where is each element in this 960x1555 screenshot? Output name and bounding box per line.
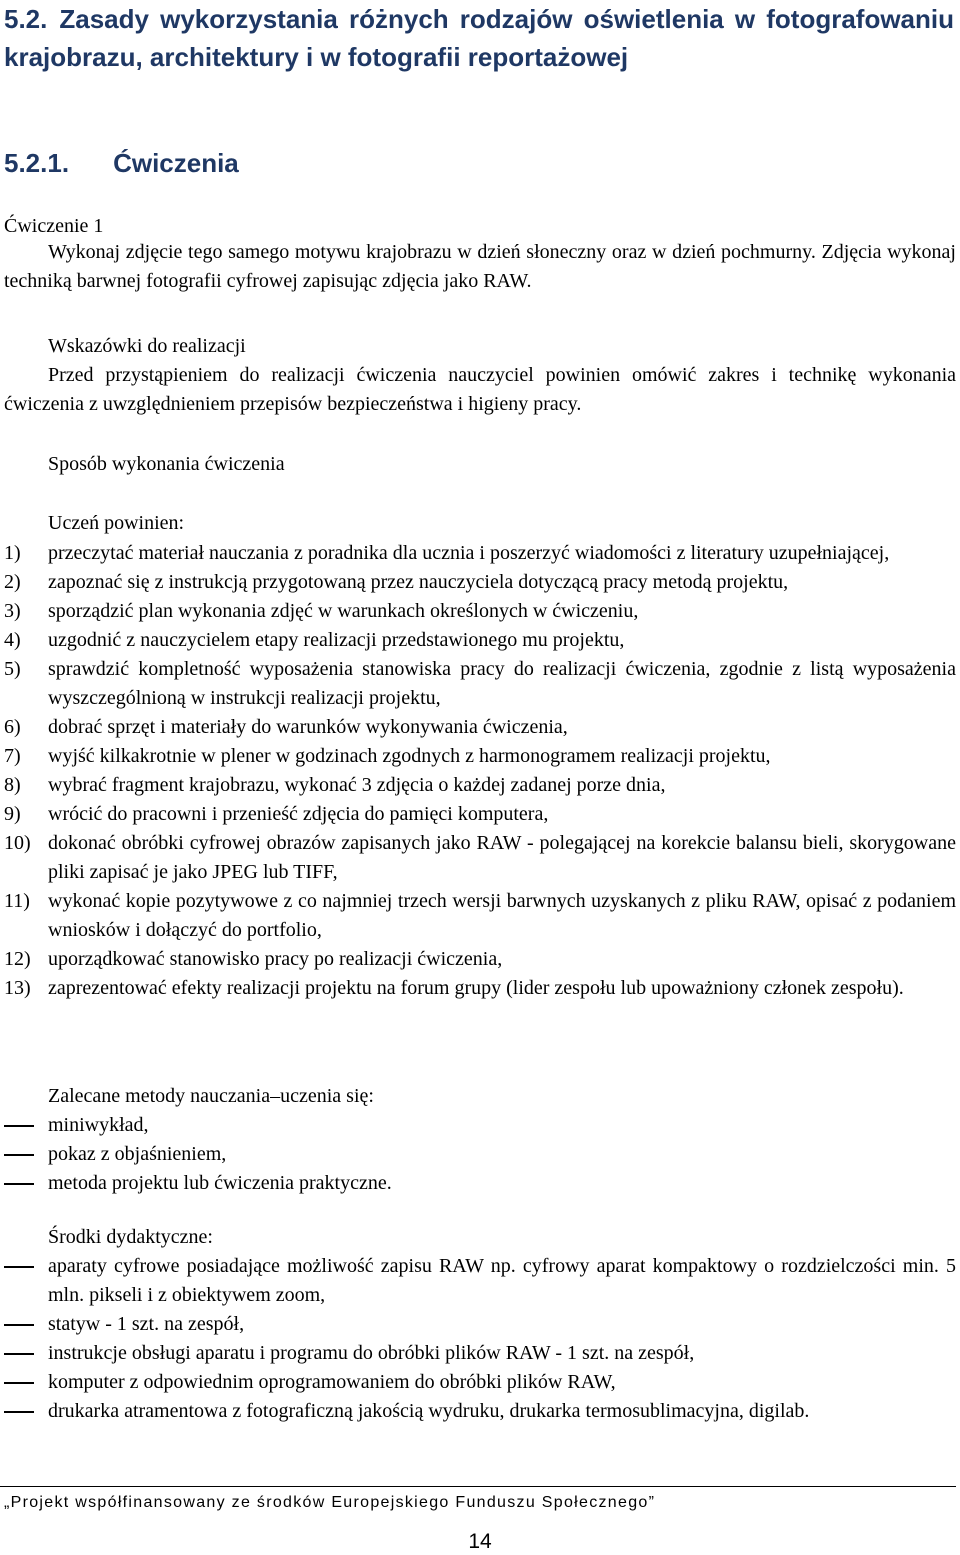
step-number: 13) bbox=[4, 977, 31, 999]
item-text: statyw - 1 szt. na zespół, bbox=[48, 1313, 245, 1335]
page-number: 14 bbox=[468, 1530, 492, 1553]
list-item bbox=[0, 1368, 956, 1397]
dash-bullet bbox=[4, 1382, 34, 1384]
dash-bullet bbox=[4, 1125, 34, 1127]
item-text: miniwykład, bbox=[48, 1114, 149, 1136]
step-text: wyjść kilkakrotnie w plener w godzinach zgodnych z harmonogramem realizacji projektu, bbox=[48, 745, 771, 767]
srodki-list bbox=[0, 1252, 956, 1426]
dash-bullet bbox=[4, 1266, 34, 1268]
step-text: sprawdzić kompletność wyposażenia stanowiska pracy do realizacji ćwiczenia, zgodnie z listą wyposażenia wyszczególnioną w instrukcji realizacji projektu, bbox=[48, 658, 956, 709]
step-text: dokonać obróbki cyfrowej obrazów zapisanych jako RAW - polegającej na korekcie balansu bieli, skorygowane pliki zapisać je jako JPEG lub TIFF, bbox=[48, 832, 956, 883]
wskazowki-text-content: Przed przystąpieniem do realizacji ćwiczenia nauczyciel powinien omówić zakres i technikę wykonania ćwiczenia z uwzględnieniem przepisów bezpieczeństwa i higieny pracy. bbox=[4, 364, 956, 415]
step-text: wrócić do pracowni i przenieść zdjęcia do pamięci komputera, bbox=[48, 803, 549, 825]
dash-bullet bbox=[4, 1154, 34, 1156]
list-item bbox=[0, 974, 956, 1003]
list-item bbox=[0, 887, 956, 945]
item-text: instrukcje obsługi aparatu i programu do obróbki plików RAW - 1 szt. na zespół, bbox=[48, 1342, 695, 1364]
srodki-label: Środki dydaktyczne: bbox=[48, 1226, 213, 1248]
list-item bbox=[0, 568, 956, 597]
step-text: zaprezentować efekty realizacji projektu na forum grupy (lider zespołu lub upoważniony członek zespołu). bbox=[48, 977, 904, 999]
list-item bbox=[0, 800, 956, 829]
dash-bullet bbox=[4, 1183, 34, 1185]
subsection-number: 5.2.1. bbox=[4, 148, 70, 178]
step-text: zapoznać się z instrukcją przygotowaną przez nauczyciela dotyczącą pracy metodą projektu, bbox=[48, 571, 789, 593]
step-number: 6) bbox=[4, 716, 21, 738]
list-item bbox=[0, 945, 956, 974]
step-text: dobrać sprzęt i materiały do warunków wykonywania ćwiczenia, bbox=[48, 716, 568, 738]
subsection-heading bbox=[4, 145, 239, 181]
list-item bbox=[0, 742, 956, 771]
list-item bbox=[0, 597, 956, 626]
step-text: uzgodnić z nauczycielem etapy realizacji przedstawionego mu projektu, bbox=[48, 629, 625, 651]
wskazowki-text bbox=[4, 361, 956, 419]
step-number: 12) bbox=[4, 948, 31, 970]
step-number: 1) bbox=[4, 542, 21, 564]
list-item bbox=[0, 771, 956, 800]
list-item bbox=[0, 1310, 956, 1339]
exercise-text-content: Wykonaj zdjęcie tego samego motywu krajobrazu w dzień słoneczny oraz w dzień pochmurny. Zdjęcia wykonaj techniką barwnej fotografii cyfrowej zapisując zdjęcia jako RAW. bbox=[4, 241, 956, 292]
list-item bbox=[0, 1169, 956, 1198]
item-text: metoda projektu lub ćwiczenia praktyczne. bbox=[48, 1172, 392, 1194]
step-text: wybrać fragment krajobrazu, wykonać 3 zdjęcia o każdej zadanej porze dnia, bbox=[48, 774, 666, 796]
list-item bbox=[0, 1111, 956, 1140]
section-title: Zasady wykorzystania różnych rodzajów oświetlenia w fotografowaniu krajobrazu, architektury i w fotografii reportażowej bbox=[4, 4, 954, 72]
step-number: 2) bbox=[4, 571, 21, 593]
step-number: 4) bbox=[4, 629, 21, 651]
list-item bbox=[0, 626, 956, 655]
section-heading bbox=[4, 0, 954, 76]
step-text: wykonać kopie pozytywowe z co najmniej trzech wersji barwnych uzyskanych z pliku RAW, opisać z podaniem wniosków i dołączyć do portfolio, bbox=[48, 890, 956, 941]
step-number: 9) bbox=[4, 803, 21, 825]
exercise-text bbox=[4, 238, 956, 296]
list-item bbox=[0, 539, 956, 568]
step-number: 11) bbox=[4, 890, 30, 912]
dash-bullet bbox=[4, 1353, 34, 1355]
step-number: 8) bbox=[4, 774, 21, 796]
list-item bbox=[0, 655, 956, 713]
step-number: 7) bbox=[4, 745, 21, 767]
step-text: sporządzić plan wykonania zdjęć w warunkach określonych w ćwiczeniu, bbox=[48, 600, 639, 622]
metody-label: Zalecane metody nauczania–uczenia się: bbox=[48, 1085, 374, 1107]
step-number: 3) bbox=[4, 600, 21, 622]
metody-list bbox=[0, 1111, 956, 1198]
dash-bullet bbox=[4, 1324, 34, 1326]
steps-list bbox=[0, 539, 956, 1003]
wskazowki-label: Wskazówki do realizacji bbox=[48, 335, 246, 357]
step-text: przeczytać materiał nauczania z poradnika dla ucznia i poszerzyć wiadomości z literatury uzupełniającej, bbox=[48, 542, 890, 564]
list-item bbox=[0, 713, 956, 742]
subsection-title: Ćwiczenia bbox=[113, 148, 239, 178]
section-number: 5.2. bbox=[4, 4, 48, 34]
footer-divider bbox=[0, 1486, 956, 1487]
exercise-title: Ćwiczenie 1 bbox=[4, 215, 104, 237]
list-item bbox=[0, 1397, 956, 1426]
footer-text: „Projekt współfinansowany ze środków Europejskiego Funduszu Społecznego” bbox=[4, 1494, 656, 1511]
item-text: drukarka atramentowa z fotograficzną jakością wydruku, drukarka termosublimacyjna, digilab. bbox=[48, 1400, 810, 1422]
uczen-intro: Uczeń powinien: bbox=[48, 512, 185, 534]
sposob-label: Sposób wykonania ćwiczenia bbox=[48, 453, 285, 475]
step-number: 10) bbox=[4, 832, 31, 854]
item-text: komputer z odpowiednim oprogramowaniem do obróbki plików RAW, bbox=[48, 1371, 616, 1393]
list-item bbox=[0, 1339, 956, 1368]
dash-bullet bbox=[4, 1411, 34, 1413]
list-item bbox=[0, 829, 956, 887]
item-text: pokaz z objaśnieniem, bbox=[48, 1143, 227, 1165]
item-text: aparaty cyfrowe posiadające możliwość zapisu RAW np. cyfrowy aparat kompaktowy o rozdzielczości min. 5 mln. pikseli i z obiektywem zoom, bbox=[48, 1255, 956, 1306]
list-item bbox=[0, 1252, 956, 1310]
list-item bbox=[0, 1140, 956, 1169]
step-text: uporządkować stanowisko pracy po realizacji ćwiczenia, bbox=[48, 948, 503, 970]
step-number: 5) bbox=[4, 658, 21, 680]
